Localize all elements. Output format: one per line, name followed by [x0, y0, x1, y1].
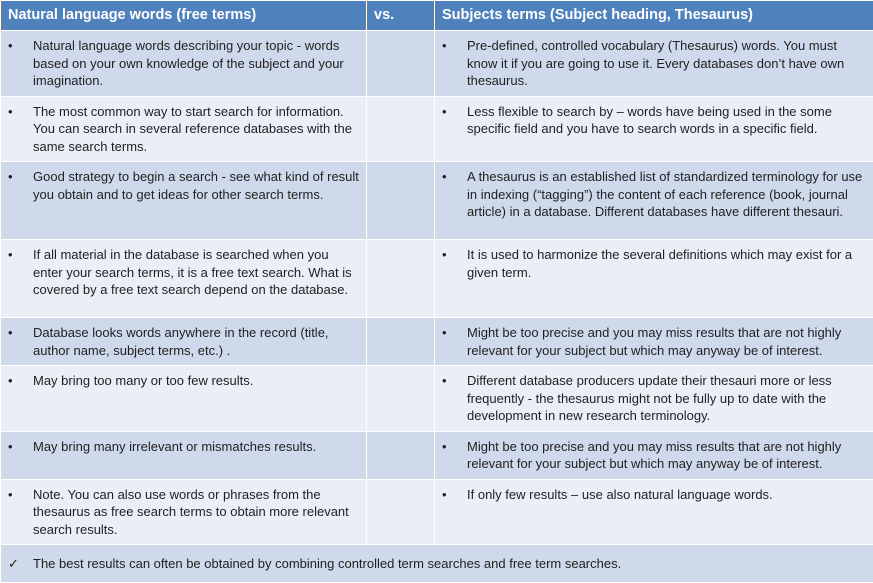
- table-row: [1, 366, 873, 432]
- bullet-icon: •: [8, 325, 13, 340]
- free-term-text: May bring many irrelevant or mismatches results.: [33, 438, 317, 454]
- free-term-text: Note. You can also use words or phrases from the thesaurus as free search terms to obtain more relevant search results.: [33, 486, 349, 537]
- free-term-text: May bring too many or too few results.: [33, 373, 254, 388]
- bullet-icon: •: [8, 38, 13, 53]
- table-row: [1, 479, 873, 545]
- bullet-icon: •: [442, 486, 447, 502]
- table-row: [1, 318, 873, 366]
- vs-cell: [367, 479, 435, 545]
- bullet-icon: •: [442, 438, 447, 454]
- header-free-terms: Natural language words (free terms): [1, 1, 367, 31]
- subject-term-cell: [435, 162, 873, 240]
- free-term-cell: [1, 96, 367, 162]
- bullet-icon: •: [442, 373, 447, 388]
- vs-cell: [367, 318, 435, 366]
- vs-cell: [367, 31, 435, 97]
- subject-term-cell: [435, 31, 873, 97]
- table-row: [1, 162, 873, 240]
- free-term-text: Natural language words describing your topic - words based on your own knowledge of the subject and your imagination.: [33, 38, 344, 88]
- bullet-icon: •: [442, 247, 447, 262]
- free-term-cell: [1, 366, 367, 432]
- header-subject-terms: Subjects terms (Subject heading, Thesaurus): [435, 1, 873, 31]
- free-term-cell: [1, 240, 367, 318]
- bullet-icon: •: [8, 486, 13, 502]
- vs-cell: [367, 366, 435, 432]
- subject-term-text: Less flexible to search by – words have being used in the some specific field and you have to search words in a specific field.: [467, 103, 832, 136]
- subject-term-cell: [435, 366, 873, 432]
- subject-term-text: If only few results – use also natural language words.: [467, 486, 773, 502]
- subject-term-text: Might be too precise and you may miss results that are not highly relevant for your subject but which may anyway be of interest.: [467, 325, 842, 358]
- vs-cell: [367, 96, 435, 162]
- checkmark-icon: ✓: [8, 555, 19, 571]
- header-vs: vs.: [367, 1, 435, 31]
- free-term-text: If all material in the database is searched when you enter your search terms, it is a free text search. What is covered by a free text search depend on the database.: [33, 247, 352, 297]
- vs-cell: [367, 162, 435, 240]
- footer-row: [1, 545, 873, 583]
- free-term-text: The most common way to start search for information. You can search in several reference databases with the same search terms.: [33, 103, 352, 154]
- subject-term-text: Different database producers update their thesauri more or less frequently - the thesaurus might not be fully up to date with the development in new research terminology.: [467, 373, 832, 423]
- free-term-text: Good strategy to begin a search - see what kind of result you obtain and to get ideas for other search terms.: [33, 169, 359, 202]
- table-row: [1, 431, 873, 479]
- free-term-cell: [1, 31, 367, 97]
- free-term-cell: [1, 162, 367, 240]
- subject-term-text: It is used to harmonize the several definitions which may exist for a given term.: [467, 247, 853, 280]
- free-term-cell: [1, 479, 367, 545]
- bullet-icon: •: [8, 169, 13, 184]
- bullet-icon: •: [442, 325, 447, 340]
- subject-term-cell: [435, 479, 873, 545]
- free-term-text: Database looks words anywhere in the record (title, author name, subject terms, etc.) .: [33, 325, 329, 358]
- footer-text: The best results can often be obtained by combining controlled term searches and free term searches.: [33, 555, 622, 571]
- table-row: [1, 96, 873, 162]
- vs-cell: [367, 240, 435, 318]
- free-term-cell: [1, 318, 367, 366]
- free-term-cell: [1, 431, 367, 479]
- subject-term-cell: [435, 431, 873, 479]
- footer-cell: [1, 545, 873, 583]
- bullet-icon: •: [442, 169, 447, 184]
- subject-term-text: Pre-defined, controlled vocabulary (Thesaurus) words. You must know it if you are going to use it. Every databases don’t have own thesaurus.: [467, 38, 845, 88]
- table-row: [1, 31, 873, 97]
- header-row: [1, 1, 873, 31]
- vs-cell: [367, 431, 435, 479]
- subject-term-cell: [435, 318, 873, 366]
- subject-term-text: A thesaurus is an established list of standardized terminology for use in indexing (“tagging”) the content of each reference (book, journal article) in a database. Different databases have different thesauri.: [467, 169, 863, 219]
- bullet-icon: •: [8, 247, 13, 262]
- table-row: [1, 240, 873, 318]
- bullet-icon: •: [442, 38, 447, 53]
- bullet-icon: •: [8, 103, 13, 119]
- subject-term-text: Might be too precise and you may miss results that are not highly relevant for your subject but which may anyway be of interest.: [467, 438, 842, 471]
- subject-term-cell: [435, 96, 873, 162]
- bullet-icon: •: [8, 373, 13, 388]
- bullet-icon: •: [442, 103, 447, 119]
- subject-term-cell: [435, 240, 873, 318]
- bullet-icon: •: [8, 438, 13, 454]
